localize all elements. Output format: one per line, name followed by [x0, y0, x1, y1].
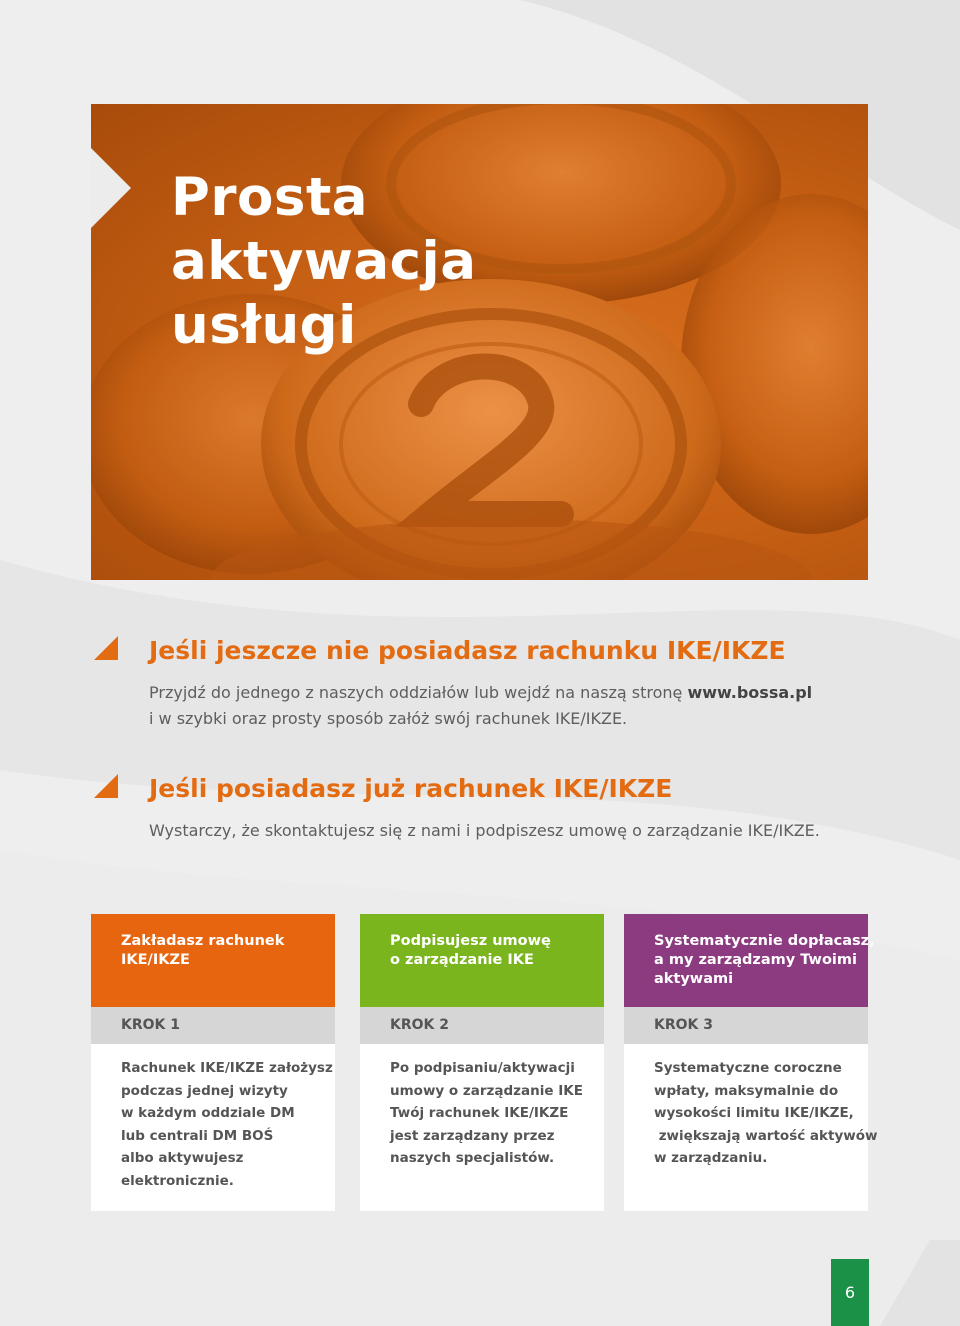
step-header-line: Systematycznie dopłacasz, [654, 933, 875, 949]
step-label: KROK 3 [624, 1007, 868, 1044]
step-label: KROK 2 [360, 1007, 604, 1044]
step-header [91, 914, 335, 1007]
step-header-line: Podpisujesz umowę [390, 933, 551, 949]
step-description-line: naszych specjalistów. [390, 1150, 555, 1167]
section-no-account [94, 636, 914, 736]
step-header-line: IKE/IKZE [121, 952, 190, 968]
step-header-line: a my zarządzamy Twoimi [654, 952, 857, 968]
step-header-line: Zakładasz rachunek [121, 933, 285, 949]
step-description-line: Rachunek IKE/IKZE założysz [121, 1060, 333, 1076]
triangle-bullet-icon [94, 774, 118, 798]
hero-image [91, 104, 868, 580]
step-description [624, 1044, 878, 1211]
step-card-3 [624, 914, 878, 1211]
step-description-line: zwiększają wartość aktywów [654, 1127, 878, 1144]
page-title-line-2: aktywacja [171, 231, 477, 292]
page-title-line-3: usługi [171, 295, 357, 356]
bossa-link[interactable]: www.bossa.pl [687, 683, 813, 702]
step-header-line: o zarządzanie IKE [390, 952, 534, 968]
page-title [171, 166, 476, 358]
step-header-line: aktywami [654, 971, 734, 987]
step-description-line: podczas jednej wizyty [121, 1082, 288, 1099]
page-number-badge: 6 [831, 1259, 869, 1326]
section-has-account [94, 774, 914, 854]
step-description-line: elektronicznie. [121, 1172, 234, 1189]
section-text: Wystarczy, że skontaktujesz się z nami i podpiszesz umowę o zarządzanie IKE/IKZE. [149, 821, 820, 840]
step-description-line: jest zarządzany przez [390, 1127, 555, 1144]
triangle-bullet-icon [94, 636, 118, 660]
step-label: KROK 1 [91, 1007, 335, 1044]
step-description-line: wpłaty, maksymalnie do [654, 1082, 839, 1099]
step-description-line: w zarządzaniu. [654, 1150, 768, 1167]
section-heading: Jeśli jeszcze nie posiadasz rachunku IKE/IKZE [149, 636, 786, 665]
step-description-line: albo aktywujesz [121, 1150, 244, 1167]
section-text [149, 680, 812, 732]
step-description-line: wysokości limitu IKE/IKZE, [654, 1105, 854, 1122]
step-description-line: w każdym oddziale DM [121, 1105, 295, 1122]
step-header [360, 914, 604, 1007]
step-description-line: umowy o zarządzanie IKE [390, 1082, 583, 1099]
step-description-line: Twój rachunek IKE/IKZE [390, 1105, 569, 1122]
step-description [360, 1044, 604, 1211]
step-description [91, 1044, 335, 1211]
step-card-2 [360, 914, 604, 1211]
step-header [624, 914, 875, 1007]
section-text-part: i w szybki oraz prosty sposób załóż swój rachunek IKE/IKZE. [149, 709, 628, 728]
step-description-line: lub centrali DM BOŚ [121, 1127, 274, 1144]
hero-notch-decoration [91, 148, 131, 228]
section-text-part: Przyjdź do jednego z naszych oddziałów lub wejdź na naszą stronę [149, 683, 688, 702]
step-description-line: Systematyczne coroczne [654, 1060, 842, 1076]
step-card-1 [91, 914, 335, 1211]
section-heading: Jeśli posiadasz już rachunek IKE/IKZE [149, 774, 673, 803]
page-title-line-1: Prosta [171, 167, 369, 228]
step-description-line: Po podpisaniu/aktywacji [390, 1060, 575, 1076]
